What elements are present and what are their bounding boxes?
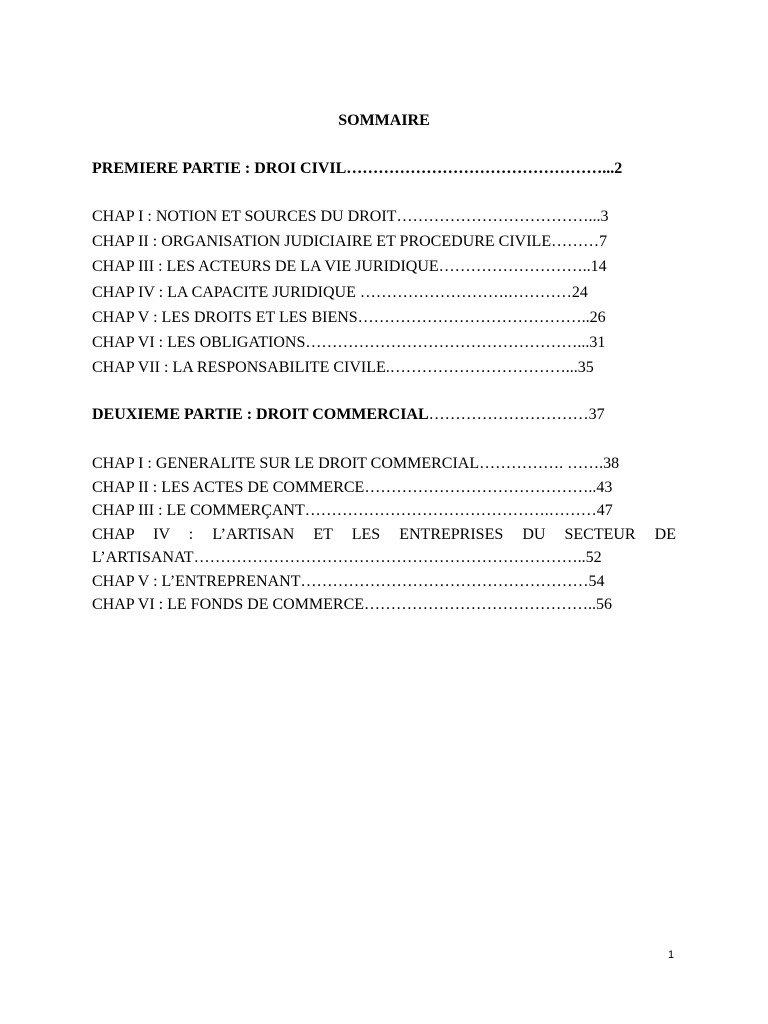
toc-entry: CHAP II : ORGANISATION JUDICIAIRE ET PROCEDURE CIVILE………7 <box>92 233 608 251</box>
page-title: SOMMAIRE <box>338 112 430 129</box>
toc-entry: CHAP VI : LE FONDS DE COMMERCE……………………………………..56 <box>92 596 613 614</box>
part-heading-2 <box>92 404 676 426</box>
toc-entry: CHAP VII : LA RESPONSABILITE CIVILE.……………………………...35 <box>92 359 594 377</box>
toc-entry: CHAP V : LES DROITS ET LES BIENS……………………………………..26 <box>92 308 606 326</box>
page-number: 1 <box>668 949 675 961</box>
part-label: PREMIERE PARTIE : DROI CIVIL…………………………………………...2 <box>92 160 623 177</box>
toc-entry: CHAP I : GENERALITE SUR LE DROIT COMMERCIAL……………. …….38 <box>92 455 620 473</box>
toc-entry: CHAP V : L’ENTREPRENANT………………………………………………54 <box>92 572 605 590</box>
part2-chapter-list <box>92 452 676 617</box>
part-label: DEUXIEME PARTIE : DROIT COMMERCIAL <box>92 406 429 424</box>
toc-entry: CHAP III : LES ACTEURS DE LA VIE JURIDIQUE………………………..14 <box>92 258 607 276</box>
toc-entry: CHAP II : LES ACTES DE COMMERCE……………………………………..43 <box>92 478 613 496</box>
toc-entry: CHAP IV : LA CAPACITE JURIDIQUE ……………………….…………24 <box>92 283 588 301</box>
part-heading-1 <box>92 158 676 180</box>
toc-entry: CHAP III : LE COMMERÇANT……………………………………….………47 <box>92 502 613 520</box>
toc-entry: CHAP VI : LES OBLIGATIONS……………………………………………...31 <box>92 334 606 352</box>
part-leader: …………………………37 <box>428 406 605 424</box>
table-of-contents <box>92 110 676 617</box>
toc-entry: CHAP IV : L’ARTISAN ET LES ENTREPRISES DU SECTEUR DE L’ARTISANAT………………………………………………………………..52 <box>92 525 676 567</box>
toc-entry: CHAP I : NOTION ET SOURCES DU DROIT………………………………...3 <box>92 208 609 225</box>
part1-chapter-list <box>92 204 676 380</box>
